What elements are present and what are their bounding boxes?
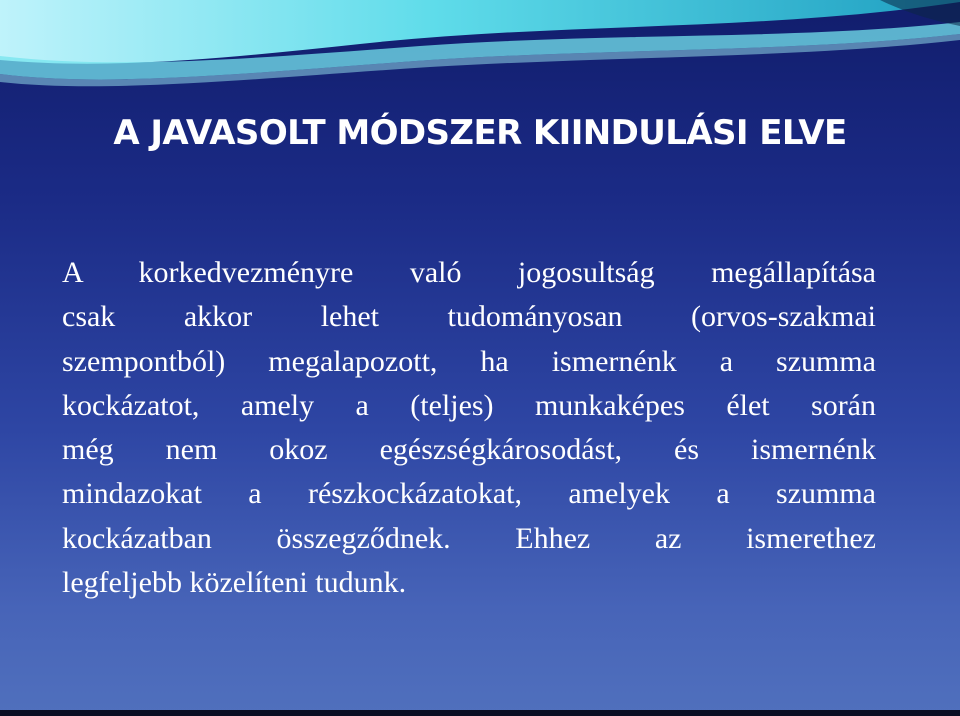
paragraph-line: mindazokat a részkockázatokat, amelyek a szumma (62, 477, 876, 511)
paragraph-line: kockázatban összegződnek. Ehhez az ismerethez (62, 521, 876, 555)
paragraph-line: legfeljebb közelíteni tudunk. (62, 566, 407, 600)
paragraph-line: kockázatot, amely a (teljes) munkaképes élet során (62, 388, 876, 422)
paragraph-line: A korkedvezményre való jogosultság megállapítása (62, 256, 876, 289)
paragraph-line: csak akkor lehet tudományosan (orvos-szakmai (62, 300, 876, 334)
bottom-frame (0, 710, 960, 716)
paragraph-line: szempontból) megalapozott, ha ismernénk a szumma (62, 344, 876, 378)
dark-corner (880, 0, 960, 26)
slide-title: A JAVASOLT MÓDSZER KIINDULÁSI ELVE (113, 113, 847, 153)
body-paragraph (62, 251, 876, 605)
paragraph-line: még nem okoz egészségkárosodást, és ismernénk (62, 433, 876, 467)
